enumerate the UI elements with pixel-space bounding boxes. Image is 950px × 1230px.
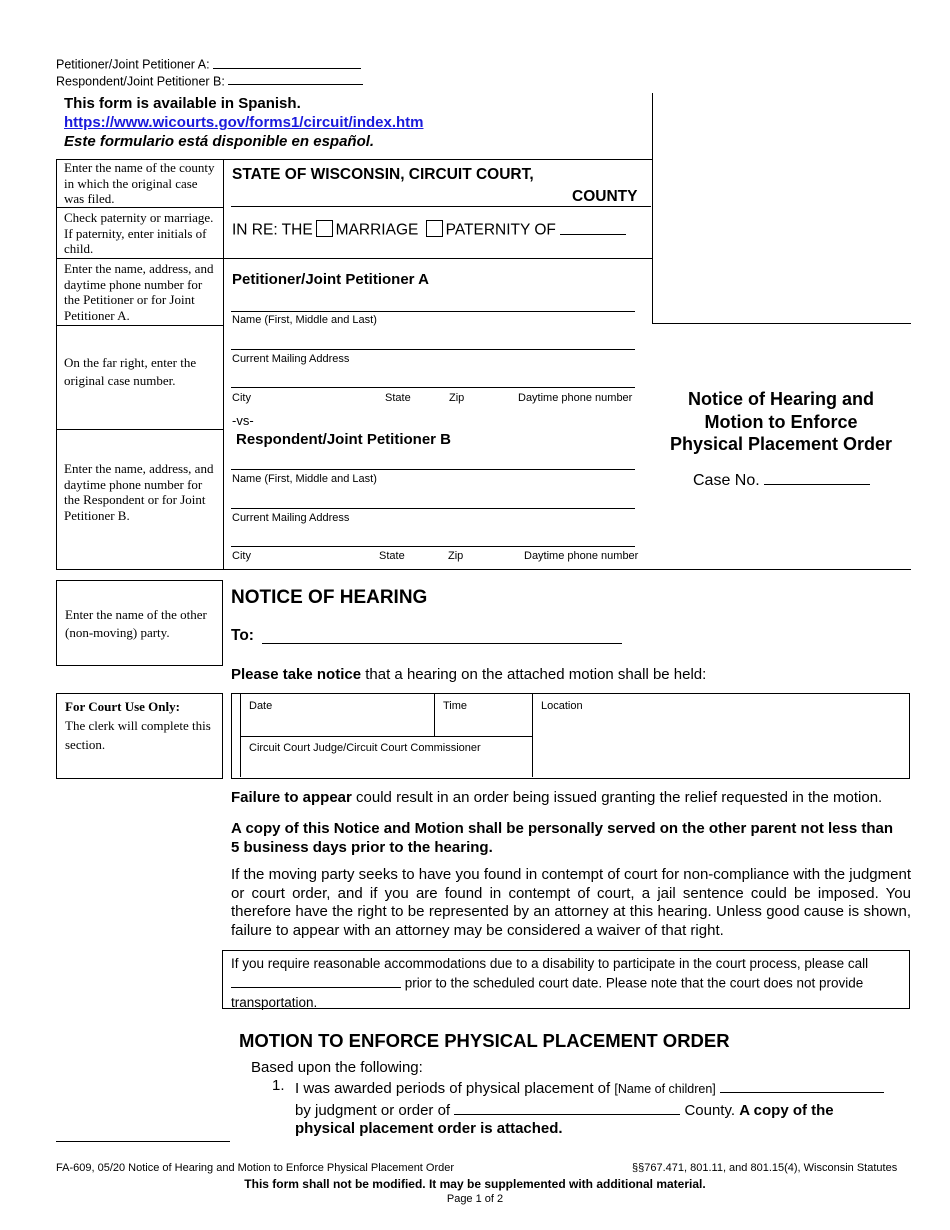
instr-other-party-box: [56, 580, 223, 666]
respondent-zip-label: Zip: [448, 550, 464, 562]
motion-item-county: County.: [684, 1101, 736, 1119]
marriage-label: MARRIAGE: [335, 221, 419, 239]
instr-divider-1: [56, 207, 223, 208]
respondent-name-label: Name (First, Middle and Last): [232, 473, 377, 485]
hearing-table-row-divider: [240, 736, 532, 737]
footnote-rule: [56, 1141, 230, 1142]
petitioner-city-label: City: [232, 392, 251, 404]
motion-item-number: 1.: [272, 1077, 285, 1094]
children-names-blank[interactable]: [720, 1077, 884, 1093]
instr-right-border: [223, 159, 224, 569]
caption-right-border: [652, 93, 653, 323]
motion-item-bold-2: physical placement order is attached.: [295, 1120, 563, 1137]
respondent-address-label: Current Mailing Address: [232, 512, 350, 524]
take-notice-bold: Please take notice: [231, 666, 362, 683]
court-use-text: [65, 697, 217, 754]
order-county-blank[interactable]: [454, 1099, 680, 1115]
hearing-judge-label[interactable]: Circuit Court Judge/Circuit Court Commissioner: [249, 742, 481, 754]
failure-bold: Failure to appear: [231, 789, 352, 806]
caption-bottom-border: [56, 569, 911, 570]
hearing-table-date-time-divider: [434, 694, 435, 736]
accommodations-line-2: prior to the scheduled court date. Please note that the court does not provide: [401, 975, 864, 991]
motion-item-bracket: [Name of children]: [614, 1082, 716, 1096]
petitioner-heading: Petitioner/Joint Petitioner A: [232, 271, 429, 288]
notice-heading: NOTICE OF HEARING: [231, 587, 428, 608]
hearing-table-location-divider: [532, 694, 533, 777]
court-heading: STATE OF WISCONSIN, CIRCUIT COURT,: [232, 166, 534, 183]
form-title-line-3: Physical Placement Order: [669, 434, 893, 454]
spanish-line-3: Este formulario está disponible en español.: [64, 133, 375, 150]
respondent-heading: Respondent/Joint Petitioner B: [236, 431, 452, 448]
respondent-state-label: State: [379, 550, 405, 562]
in-re-label: IN RE: THE: [232, 221, 313, 239]
caption-right-bottom: [652, 323, 911, 324]
based-upon: Based upon the following:: [251, 1059, 423, 1076]
case-number-line: [693, 468, 870, 490]
in-re-line: [232, 218, 626, 240]
case-number-blank[interactable]: [764, 468, 870, 485]
petitioner-zip-label: Zip: [449, 392, 465, 404]
instr-divider-4: [56, 429, 223, 430]
motion-item-text-a: I was awarded periods of physical placement of: [295, 1080, 611, 1097]
instr-case-number: On the far right, enter the original case number.: [64, 355, 197, 388]
header-parties: [56, 55, 363, 88]
hearing-time-label[interactable]: Time: [443, 700, 468, 712]
contempt-paragraph: If the moving party seeks to have you found in contempt of court for non-compliance with the judgment or court order, and if you are found in contempt of court, a jail sentence could be imposed. You therefore have the right to be represented by an attorney at this hearing. Unless good cause is shown, failure to appear with an attorney may be considered a waiver of that right.: [231, 866, 911, 939]
motion-item-1: [295, 1077, 915, 1139]
instr-county: Enter the name of the county in which the original case was filed.: [64, 160, 215, 206]
court-use-title: For Court Use Only:: [65, 699, 180, 714]
respondent-name-rule[interactable]: [231, 469, 635, 470]
marriage-checkbox[interactable]: [316, 220, 333, 237]
accommodations-phone-blank[interactable]: [231, 973, 401, 988]
versus-label: -vs-: [232, 413, 254, 428]
respondent-phone-label: Daytime phone number: [524, 550, 639, 562]
instr-left-border: [56, 159, 57, 569]
respondent-address-rule[interactable]: [231, 508, 635, 509]
instr-other-party: Enter the name of the other (non-moving) party.: [65, 607, 207, 640]
instr-petitioner: Enter the name, address, and daytime phone number for the Petitioner or for Joint Petitioner A.: [64, 261, 214, 323]
court-use-box: [56, 693, 223, 779]
motion-heading: MOTION TO ENFORCE PHYSICAL PLACEMENT ORDER: [239, 1030, 730, 1051]
accommodations-box: [222, 950, 910, 1009]
spanish-notice: [64, 94, 424, 151]
footer-form-id: FA-609, 05/20 Notice of Hearing and Motion to Enforce Physical Placement Order: [56, 1162, 455, 1174]
petitioner-address-label: Current Mailing Address: [232, 353, 350, 365]
instr-divider-3: [56, 325, 223, 326]
accommodations-text: [231, 954, 903, 1012]
failure-to-appear: [231, 789, 921, 806]
petitioner-city-rule[interactable]: [231, 387, 635, 388]
header-petitioner-label: Petitioner/Joint Petitioner A:: [56, 57, 210, 72]
petitioner-name-rule[interactable]: [231, 311, 635, 312]
header-respondent-blank[interactable]: [228, 72, 363, 86]
footer-modify-notice: This form shall not be modified. It may be supplemented with additional material.: [244, 1177, 706, 1191]
case-number-label: Case No.: [693, 472, 760, 489]
motion-item-text-b: by judgment or order of: [295, 1101, 451, 1119]
court-use-desc: The clerk will complete this section.: [65, 718, 211, 752]
petitioner-address-rule[interactable]: [231, 349, 635, 350]
respondent-city-label: City: [232, 550, 251, 562]
paternity-checkbox[interactable]: [426, 220, 443, 237]
spanish-link[interactable]: https://www.wicourts.gov/forms1/circuit/index.htm: [64, 114, 424, 131]
form-title-line-2: Motion to Enforce: [704, 411, 858, 432]
petitioner-state-label: State: [385, 392, 411, 404]
respondent-city-rule[interactable]: [231, 546, 635, 547]
copy-notice: A copy of this Notice and Motion shall be personally served on the other parent not less than 5 business days prior to the hearing.: [231, 820, 894, 856]
form-title: [655, 388, 907, 456]
accommodations-line-3: transportation.: [231, 994, 318, 1010]
notice-to-rule[interactable]: [262, 643, 622, 644]
instr-respondent: Enter the name, address, and daytime phone number for the Respondent or for Joint Petitioner B.: [64, 461, 214, 523]
form-title-line-1: Notice of Hearing and: [687, 389, 875, 409]
county-label: COUNTY: [572, 188, 638, 205]
footer-statutes: §§767.471, 801.11, and 801.15(4), Wisconsin Statutes: [632, 1162, 898, 1174]
hearing-location-label[interactable]: Location: [541, 700, 583, 712]
header-respondent-label: Respondent/Joint Petitioner B:: [56, 74, 225, 88]
header-petitioner-blank[interactable]: [213, 55, 361, 69]
take-notice-rest: that a hearing on the attached motion shall be held:: [361, 666, 707, 683]
caption-county-rule: [231, 206, 651, 207]
notice-to-label: To:: [231, 627, 254, 644]
paternity-label: PATERNITY OF: [445, 221, 556, 239]
paternity-initials-blank[interactable]: [560, 218, 626, 235]
spanish-line-1: This form is available in Spanish.: [64, 95, 301, 112]
petitioner-phone-label: Daytime phone number: [518, 392, 633, 404]
failure-rest: could result in an order being issued granting the relief requested in the motion.: [351, 789, 883, 806]
take-notice-line: [231, 666, 706, 683]
motion-item-bold-1: A copy of the: [739, 1101, 834, 1119]
accommodations-line-1: If you require reasonable accommodations due to a disability to participate in the court process, please call: [231, 956, 869, 971]
instr-paternity: Check paternity or marriage. If paternity, enter initials of child.: [64, 210, 214, 256]
instr-divider-2: [56, 258, 652, 259]
petitioner-name-label: Name (First, Middle and Last): [232, 314, 377, 326]
hearing-date-label[interactable]: Date: [249, 700, 273, 712]
footer-page-number: Page 1 of 2: [446, 1193, 504, 1205]
